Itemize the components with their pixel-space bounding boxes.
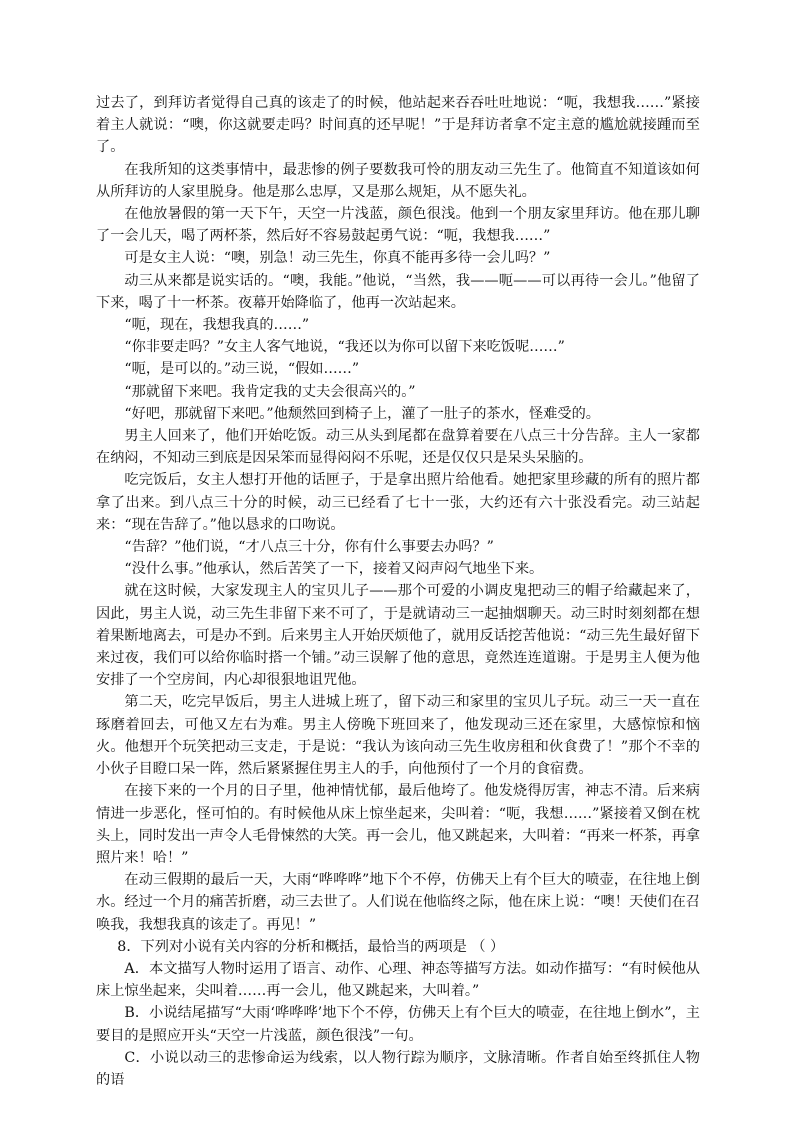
paragraph-2: 在我所知的这类事情中，最悲惨的例子要数我可怜的朋友动三先生了。他简直不知道该如何从所拜访的人家里脱身。他是那么忠厚，又是那么规矩，从不愿失礼。 [96, 161, 700, 200]
paragraph-1: 过去了，到拜访者觉得自己真的该走了的时候，他站起来吞吞吐吐地说：“呃，我想我……”紧接着主人就说：“噢，你这就要走吗？时间真的还早呢！”于是拜访者拿不定主意的尴尬就接踵而至了。 [96, 95, 700, 156]
dialogue-1: “呃，现在，我想我真的……” [124, 317, 310, 334]
dialogue-2: “你非要走吗？”女主人客气地说，“我还以为你可以留下来吃饭呢……” [124, 339, 565, 356]
paragraph-11: 在动三假期的最后一天，大雨“哗哗哗”地下个不停，仿佛天上有个巨大的喷壶，在往地上倒水。经过一个月的痛苦折磨，动三去世了。人们说在他临终之际，他在床上说：“噢！天使们在召唤我，我想我真的该走了。再见！” [96, 872, 700, 933]
dialogue-3: “呃，是可以的。”动三说，“假如……” [124, 361, 360, 378]
paragraph-4: 可是女主人说：“噢，别急！动三先生，你真不能再多待一会儿吗？” [124, 250, 551, 267]
paragraph-7: 吃完饭后，女主人想打开他的话匣子，于是拿出照片给他看。她把家里珍藏的所有的照片都拿了出来。到八点三十分的时候，动三已经看了七十一张，大约还有六十张没看完。动三站起来：“现在告辞了。”他以恳求的口吻说。 [96, 472, 700, 533]
document-page [96, 92, 700, 1091]
paragraph-10: 在接下来的一个月的日子里，他神情忧郁，最后他垮了。他发烧得厉害，神志不清。后来病情进一步恶化，怪可怕的。有时候他从床上惊坐起来，尖叫着：“呃，我想……”紧接着又倒在枕头上，同时发出一声令人毛骨悚然的大笑。再一会儿，他又跳起来，大叫着：“再来一杯茶，再拿照片来！哈！” [96, 783, 700, 866]
question-8: 8．下列对小说有关内容的分析和概括，最恰当的两项是 （ ） [117, 938, 505, 955]
option-c: C．小说以动三的悲惨命运为线索，以人物行踪为顺序，文脉清晰。作者自始至终抓住人物的语 [96, 1049, 700, 1088]
dialogue-4: “那就留下来吧。我肯定我的丈夫会很高兴的。” [124, 383, 416, 400]
paragraph-3: 在他放暑假的第一天下午，天空一片浅蓝，颜色很浅。他到一个朋友家里拜访。他在那儿聊了一会儿天，喝了两杯茶，然后好不容易鼓起勇气说：“呃，我想我……” [96, 206, 700, 245]
dialogue-5: “好吧，那就留下来吧。”他颓然回到椅子上，灌了一肚子的茶水，怪难受的。 [124, 405, 600, 422]
dialogue-7: “没什么事。”他承认，然后苦笑了一下，接着又闷声闷气地坐下来。 [124, 561, 544, 578]
paragraph-9: 第二天，吃完早饭后，男主人进城上班了，留下动三和家里的宝贝儿子玩。动三一天一直在琢磨着回去，可他又左右为难。男主人傍晚下班回来了，他发现动三还在家里，大感惊惊和恼火。他想开个玩笑把动三支走，于是说：“我认为该向动三先生收房租和伙食费了！”那个不幸的小伙子目瞪口呆一阵，然后紧紧握住男主人的手，向他预付了一个月的食宿费。 [96, 694, 700, 778]
paragraph-8: 就在这时候，大家发现主人的宝贝儿子——那个可爱的小调皮鬼把动三的帽子给藏起来了，因此，男主人说，动三先生非留下来不可了，于是就请动三一起抽烟聊天。动三时时刻刻都在想着果断地离去，可是办不到。后来男主人开始厌烦他了，就用反话挖苦他说：“动三先生最好留下来过夜，我们可以给你临时搭一个铺。”动三误解了他的意思，竟然连连道谢。于是男主人便为他安排了一个空房间，内心却很狠地诅咒他。 [96, 583, 701, 689]
option-b: B．小说结尾描写“大雨‘哗哗哗’地下个不停，仿佛天上有个巨大的喷壶，在往地上倒水”，主要目的是照应开头“天空一片浅蓝，颜色很浅”一句。 [96, 1005, 700, 1044]
paragraph-6: 男主人回来了，他们开始吃饭。动三从头到尾都在盘算着要在八点三十分告辞。主人一家都在纳闷，不知动三到底是因呆笨而显得闷闷不乐呢，还是仅仅只是呆头呆脑的。 [96, 428, 700, 467]
paragraph-5: 动三从来都是说实话的。“噢，我能。”他说，“当然，我——呃——可以再待一会儿。”他留了下来，喝了十一杯茶。夜幕开始降临了，他再一次站起来。 [96, 272, 700, 311]
option-a: A．本文描写人物时运用了语言、动作、心理、神态等描写方法。如动作描写：“有时候他从床上惊坐起来，尖叫着……再一会儿，他又跳起来，大叫着。” [96, 960, 700, 1000]
dialogue-6: “告辞？”他们说，“才八点三十分，你有什么事要去办吗？” [124, 539, 494, 556]
